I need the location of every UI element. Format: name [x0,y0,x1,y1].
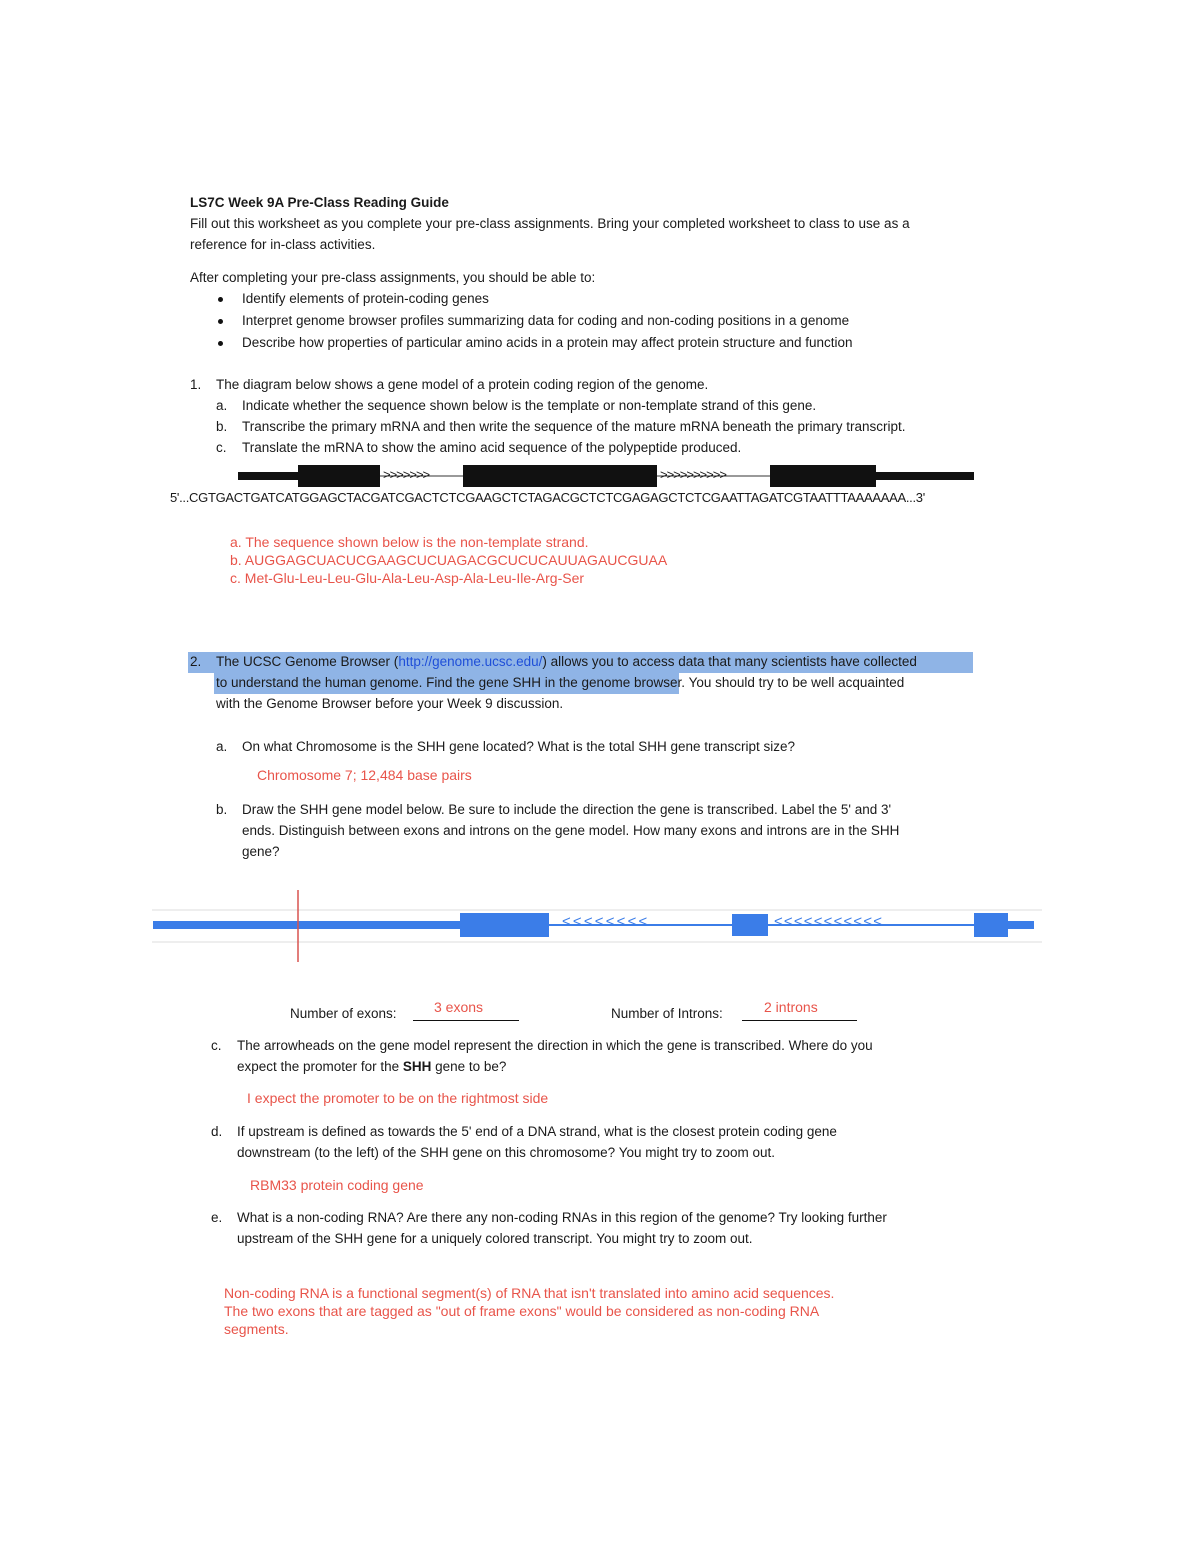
answer-text: c. Met-Glu-Leu-Leu-Glu-Ala-Leu-Asp-Ala-Leu-Ile-Arg-Ser [230,570,585,586]
q1-part-label: b. [216,419,228,434]
bullet-icon [218,297,223,302]
q1-part-text: Transcribe the primary mRNA and then write the sequence of the mature mRNA beneath the primary transcript. [242,419,906,434]
q2-text: ) allows you to access data that many scientists have collected [542,654,917,669]
q2e-text: upstream of the SHH gene for a uniquely colored transcript. You might try to zoom out. [237,1231,753,1246]
q2b-text: Draw the SHH gene model below. Be sure to include the direction the gene is transcribed. Label the 5' and 3' [242,802,892,817]
q2c-text [237,1059,506,1074]
answer-text: Chromosome 7; 12,484 base pairs [257,767,472,783]
objective-item: Describe how properties of particular amino acids in a protein may affect protein structure and function [242,335,853,350]
q2-text-line3: with the Genome Browser before your Week 9 discussion. [216,696,564,711]
utr-segment [238,472,298,480]
intron-arrows: >>>>>>>>>> [660,467,726,482]
objective-item: Interpret genome browser profiles summarizing data for coding and non-coding positions in a genome [242,313,850,328]
exons-label: Number of exons: [290,1006,397,1021]
utr-segment [876,472,974,480]
q2c-text-part: gene to be? [431,1059,507,1074]
gene-model-diagram [0,460,1200,490]
answer-text: b. AUGGAGCUACUCGAAGCUCUAGACGCUCUCAUUAGAUCGUAA [230,552,668,568]
q2c-text-bold: SHH [402,1059,432,1074]
introns-label: Number of Introns: [611,1006,723,1021]
q2e-label: e. [211,1210,223,1225]
q2d-label: d. [211,1124,223,1139]
answer-text: RBM33 protein coding gene [250,1177,424,1193]
q2b-text: gene? [242,844,280,859]
intron-arrows: >>>>>>> [383,467,430,482]
q2a-label: a. [216,739,228,754]
q1-text: The diagram below shows a gene model of a protein coding region of the genome. [216,377,709,392]
q1-number: 1. [190,377,202,392]
exon-block [463,465,657,487]
q1-part-label: c. [216,440,227,455]
objectives-lead: After completing your pre-class assignments, you should be able to: [190,270,596,285]
q2b-text: ends. Distinguish between exons and introns on the gene model. How many exons and introns are in the SHH [242,823,900,838]
q2-text: The UCSC Genome Browser ( [216,654,399,669]
q2d-text: downstream (to the left) of the SHH gene on this chromosome? You might try to zoom out. [237,1145,776,1160]
q1-part-text: Translate the mRNA to show the amino acid sequence of the polypeptide produced. [242,440,742,455]
objective-item: Identify elements of protein-coding genes [242,291,489,306]
q2-number: 2. [190,654,202,669]
answer-text: I expect the promoter to be on the rightmost side [247,1090,549,1106]
direction-arrows: < < < < < < < < < < < [774,913,881,930]
exons-blank [413,1020,519,1021]
utr-segment [1008,921,1034,929]
introns-answer: 2 introns [764,999,818,1015]
q2a-text: On what Chromosome is the SHH gene located? What is the total SHH gene transcript size? [242,739,796,754]
bullet-icon [218,319,223,324]
exon-block [770,465,876,487]
introns-blank [742,1020,857,1021]
ucsc-link[interactable]: http://genome.ucsc.edu/ [398,654,543,669]
exon-block [460,913,549,937]
exon-block [974,913,1008,937]
q1-part-label: a. [216,398,228,413]
exon-block [298,465,380,487]
direction-arrows: < < < < < < < < [562,913,647,930]
intro-text-line1: Fill out this worksheet as you complete your pre-class assignments. Bring your completed worksheet to class to use as a [190,216,910,231]
intro-text-line2: reference for in-class activities. [190,237,376,252]
q2c-label: c. [211,1038,222,1053]
dna-sequence: 5'...CGTGACTGATCATGGAGCTACGATCGACTCTCGAAGCTCTAGACGCTCTCGAGAGCTCTCGAATTAGATCGTAATTTAAAAAAA...3' [170,490,925,505]
q2d-text: If upstream is defined as towards the 5' end of a DNA strand, what is the closest protein coding gene [237,1124,837,1139]
exon-block [732,914,768,936]
q2e-text: What is a non-coding RNA? Are there any non-coding RNAs in this region of the genome? Try looking further [237,1210,887,1225]
q2-text-line2 [216,675,904,690]
bullet-icon [218,341,223,346]
q2c-text-part: expect the promoter for the [237,1059,403,1074]
q2b-label: b. [216,802,228,817]
answer-text: segments. [224,1321,289,1337]
exons-answer: 3 exons [434,999,484,1015]
q2-text-line1 [216,654,917,669]
answer-text: Non-coding RNA is a functional segment(s) of RNA that isn't translated into amino acid sequences. [224,1285,835,1301]
q2-text: to understand the human genome. Find the gene SHH in the genome b [216,675,642,690]
q2-text: rowser. You should try to be well acquainted [641,675,905,690]
page-title: LS7C Week 9A Pre-Class Reading Guide [190,195,449,210]
q1-part-text: Indicate whether the sequence shown below is the template or non-template strand of this gene. [242,398,817,413]
answer-text: a. The sequence shown below is the non-template strand. [230,534,589,550]
answer-text: The two exons that are tagged as "out of frame exons" would be considered as non-coding RNA [224,1303,820,1319]
q2c-text: The arrowheads on the gene model represent the direction in which the gene is transcribed. Where do you [237,1038,873,1053]
utr-segment [153,921,460,929]
